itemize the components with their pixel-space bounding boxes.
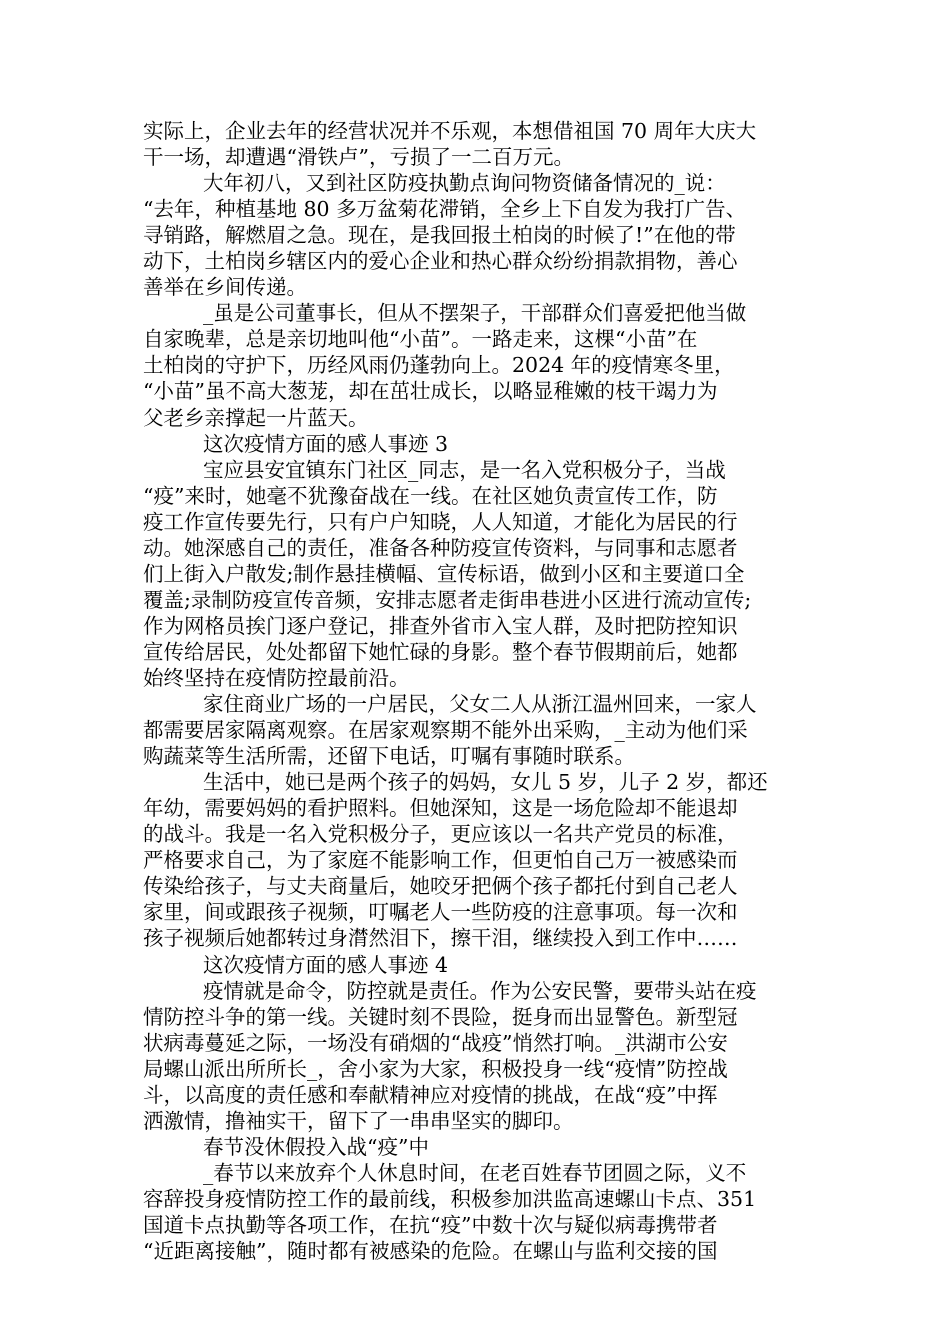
document-page <box>143 118 809 1264</box>
text-line: 寻销路，解燃眉之急。现在，是我回报土柏岗的时候了!”在他的带 <box>143 223 736 248</box>
text-line: 动。她深感自己的责任，准备各种防疫宣传资料，与同事和志愿者 <box>143 535 738 560</box>
text-line: 购蔬菜等生活所需，还留下电话，叮嘱有事随时联系。 <box>143 744 635 769</box>
text-line: “近距离接触”，随时都有被感染的危险。在螺山与监利交接的国 <box>143 1239 718 1264</box>
text-line: 情防控斗争的第一线。关键时刻不畏险，挺身而出显警色。新型冠 <box>143 1004 738 1029</box>
text-line: 局螺山派出所所长_，舍小家为大家，积极投身一线“疫情”防控战 <box>143 1056 728 1081</box>
text-line: 家住商业广场的一户居民，父女二人从浙江温州回来，一家人 <box>203 692 757 717</box>
text-line: 父老乡亲撑起一片蓝天。 <box>143 405 369 430</box>
text-line: 都需要居家隔离观察。在居家观察期不能外出采购，_主动为他们采 <box>143 718 748 743</box>
text-line: 动下，土柏岗乡辖区内的爱心企业和热心群众纷纷捐款捐物，善心 <box>143 249 738 274</box>
text-line: 国道卡点执勤等各项工作，在抗“疫”中数十次与疑似病毒携带者 <box>143 1212 718 1237</box>
text-line: “小苗”虽不高大葱茏，却在茁壮成长，以略显稚嫩的枝干竭力为 <box>143 379 718 404</box>
text-line: _春节以来放弃个人休息时间，在老百姓春节团圆之际，义不 <box>203 1160 747 1185</box>
text-line: 孩子视频后她都转过身潸然泪下，擦干泪，继续投入到工作中…… <box>143 926 738 951</box>
text-line: 这次疫情方面的感人事迹 4 <box>203 952 449 977</box>
text-line: 状病毒蔓延之际，一场没有硝烟的“战疫”悄然打响。_洪湖市公安 <box>143 1030 728 1055</box>
text-line: “去年，种植基地 80 多万盆菊花滞销，全乡上下自发为我打广告、 <box>143 197 747 222</box>
text-line: 严格要求自己，为了家庭不能影响工作，但更怕自己万一被感染而 <box>143 848 738 873</box>
text-line: 的战斗。我是一名入党积极分子，更应该以一名共产党员的标准， <box>143 822 738 847</box>
text-line: 们上街入户散发;制作悬挂横幅、宣传标语，做到小区和主要道口全 <box>143 561 745 586</box>
text-line: 实际上，企业去年的经营状况并不乐观，本想借祖国 70 周年大庆大 <box>143 119 757 143</box>
text-line: 疫工作宣传要先行，只有户户知晓，人人知道，才能化为居民的行 <box>143 509 738 534</box>
text-line: 宝应县安宜镇东门社区_同志，是一名入党积极分子，当战 <box>203 457 726 482</box>
text-line: 覆盖;录制防疫宣传音频，安排志愿者走街串巷进小区进行流动宣传; <box>143 587 752 612</box>
text-line: 洒激情，撸袖实干，留下了一串串坚实的脚印。 <box>143 1108 574 1133</box>
text-line: 春节没休假投入战“疫”中 <box>203 1134 429 1159</box>
text-line: 家里，间或跟孩子视频，叮嘱老人一些防疫的注意事项。每一次和 <box>143 900 738 925</box>
text-line: 大年初八，又到社区防疫执勤点询问物资储备情况的_说： <box>203 171 726 196</box>
text-line: 这次疫情方面的感人事迹 3 <box>203 431 449 456</box>
text-line: 宣传给居民，处处都留下她忙碌的身影。整个春节假期前后，她都 <box>143 639 738 664</box>
text-line: 善举在乡间传递。 <box>143 275 307 300</box>
text-line: 生活中，她已是两个孩子的妈妈，女儿 5 岁，儿子 2 岁，都还 <box>203 770 768 795</box>
text-line: 疫情就是命令，防控就是责任。作为公安民警，要带头站在疫 <box>203 978 757 1003</box>
text-line: 土柏岗的守护下，历经风雨仍蓬勃向上。2024 年的疫情寒冬里， <box>143 353 735 378</box>
text-line: 斗，以高度的责任感和奉献精神应对疫情的挑战，在战“疫”中挥 <box>143 1082 718 1107</box>
text-line: _虽是公司董事长，但从不摆架子，干部群众们喜爱把他当做 <box>203 301 747 326</box>
text-line: 传染给孩子，与丈夫商量后，她咬牙把俩个孩子都托付到自己老人 <box>143 874 738 899</box>
text-line: 容辞投身疫情防控工作的最前线，积极参加洪监高速螺山卡点、351 <box>143 1186 757 1211</box>
text-line: 年幼，需要妈妈的看护照料。但她深知，这是一场危险却不能退却 <box>143 796 738 821</box>
text-line: 作为网格员挨门逐户登记，排查外省市入宝人群，及时把防控知识 <box>143 613 738 638</box>
text-line: “疫”来时，她毫不犹豫奋战在一线。在社区她负责宣传工作，防 <box>143 483 718 508</box>
text-line: 干一场，却遭遇“滑铁卢”，亏损了一二百万元。 <box>143 145 574 170</box>
text-line: 自家晚辈，总是亲切地叫他“小苗”。一路走来，这棵“小苗”在 <box>143 327 698 352</box>
text-line: 始终坚持在疫情防控最前沿。 <box>143 665 410 690</box>
